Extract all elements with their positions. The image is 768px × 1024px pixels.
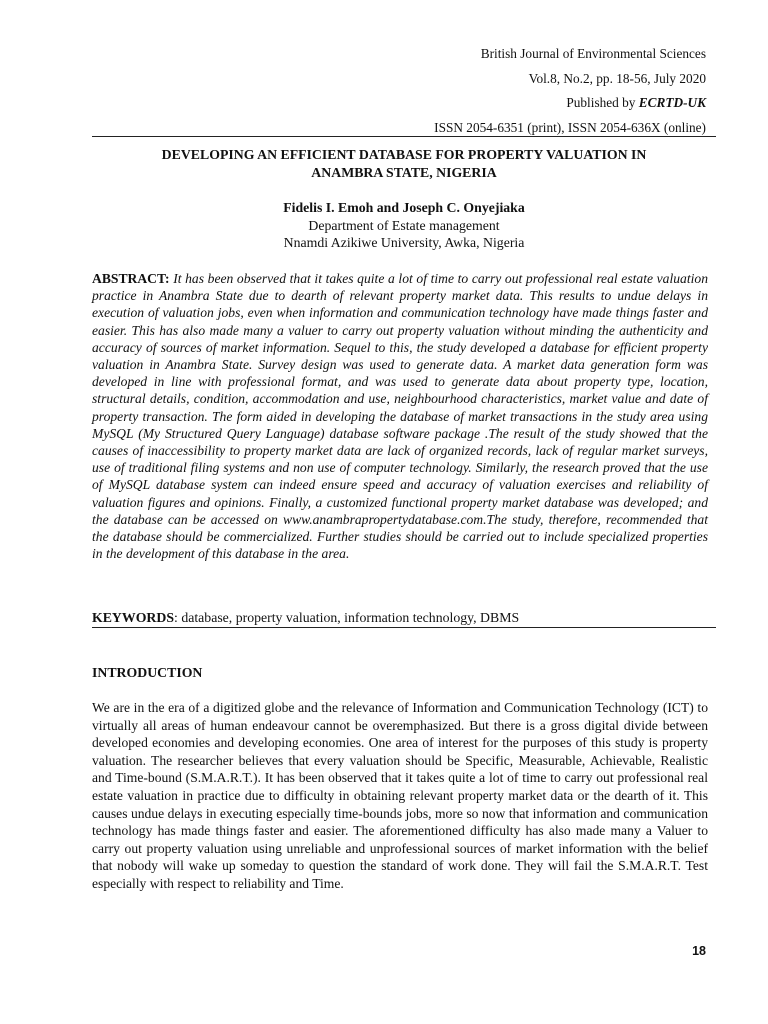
journal-name: British Journal of Environmental Sciences xyxy=(480,46,706,61)
keywords-text: : database, property valuation, information technology, DBMS xyxy=(174,610,520,625)
author-department: Department of Estate management xyxy=(308,218,500,233)
paper-title xyxy=(92,146,716,182)
abstract-text: It has been observed that it takes quite a lot of time to carry out professional real estate valuation practice in Anambra State due to dearth of relevant property market data. This results to undue delays in execution of valuation jobs, even when information and communication technology have made things faster and easier. This has also made many a valuer to carry out property valuation without minding the authenticity and accuracy of sources of market information. Sequel to this, the study developed a database for efficient property valuation in Anambra State. Survey design was used to generate data. A market data generation form was developed in line with professional format, and was used to generate data about property type, location, structural details, condition, accommodation and use, neighbourhood characteristics, market value and date of property transaction. The form aided in developing the database of market transactions in the study area using MySQL (My Structured Query Language) database software package .The result of the study showed that the causes of inaccessibility to property market data are lack of organized records, lack of regular market surveys, use of traditional filing systems and non use of computer technology. Similarly, the research proved that the use of MySQL database system can indeed ensure speed and accuracy of valuation exercises and reliability of valuation figures and opinions. Finally, a customized functional property market database was developed; and the database can be accessed on www.anambrapropertydatabase.com.The study, therefore, recommended that the database should be commercialized. Further studies should be carried out to include specialized properties in the development of this database in the area. xyxy=(92,271,708,562)
keywords xyxy=(92,610,519,626)
published-by-prefix: Published by xyxy=(566,95,639,110)
volume-info: Vol.8, No.2, pp. 18-56, July 2020 xyxy=(528,71,706,86)
introduction-heading: INTRODUCTION xyxy=(92,665,203,680)
introduction-text: We are in the era of a digitized globe and the relevance of Information and Communication Technology (ICT) to virtually all areas of human endeavour cannot be overemphasized. But there is a gross digital divide between developed economies and developing economies. One area of interest for the purposes of this study is property valuation. The researcher believes that every valuation should be Specific, Measurable, Achievable, Realistic and Time-bound (S.M.A.R.T.). It has been observed that it takes quite a lot of time to carry out professional real estate valuation in practice due to difficulty in obtaining relevant property market data or the dearth of it. This causes undue delays in executing especially time-bounds jobs, more so now that information and communication technology has made things faster and easier. The aforementioned difficulty has also made many a Valuer to carry out property valuation using unreliable and unprofessional sources of market information with the belief that nobody will wake up someday to question the standard of work done. They will fail the S.M.A.R.T. Test especially with respect to reliability and Time. xyxy=(92,700,708,891)
page-number: 18 xyxy=(692,944,706,958)
abstract-label: ABSTRACT: xyxy=(92,271,170,286)
publisher-line xyxy=(566,95,706,111)
paper-title-line-2: ANAMBRA STATE, NIGERIA xyxy=(311,165,497,180)
paper-title-line-1: DEVELOPING AN EFFICIENT DATABASE FOR PROPERTY VALUATION IN xyxy=(161,147,647,162)
author-names: Fidelis I. Emoh and Joseph C. Onyejiaka xyxy=(283,200,525,215)
publisher-name: ECRTD-UK xyxy=(638,95,706,110)
issn-line: ISSN 2054-6351 (print), ISSN 2054-636X (online) xyxy=(434,120,706,135)
header-divider xyxy=(92,136,716,137)
author-university: Nnamdi Azikiwe University, Awka, Nigeria xyxy=(283,235,525,250)
abstract xyxy=(92,270,708,562)
keywords-label: KEYWORDS xyxy=(92,610,175,625)
keywords-divider xyxy=(92,627,716,628)
